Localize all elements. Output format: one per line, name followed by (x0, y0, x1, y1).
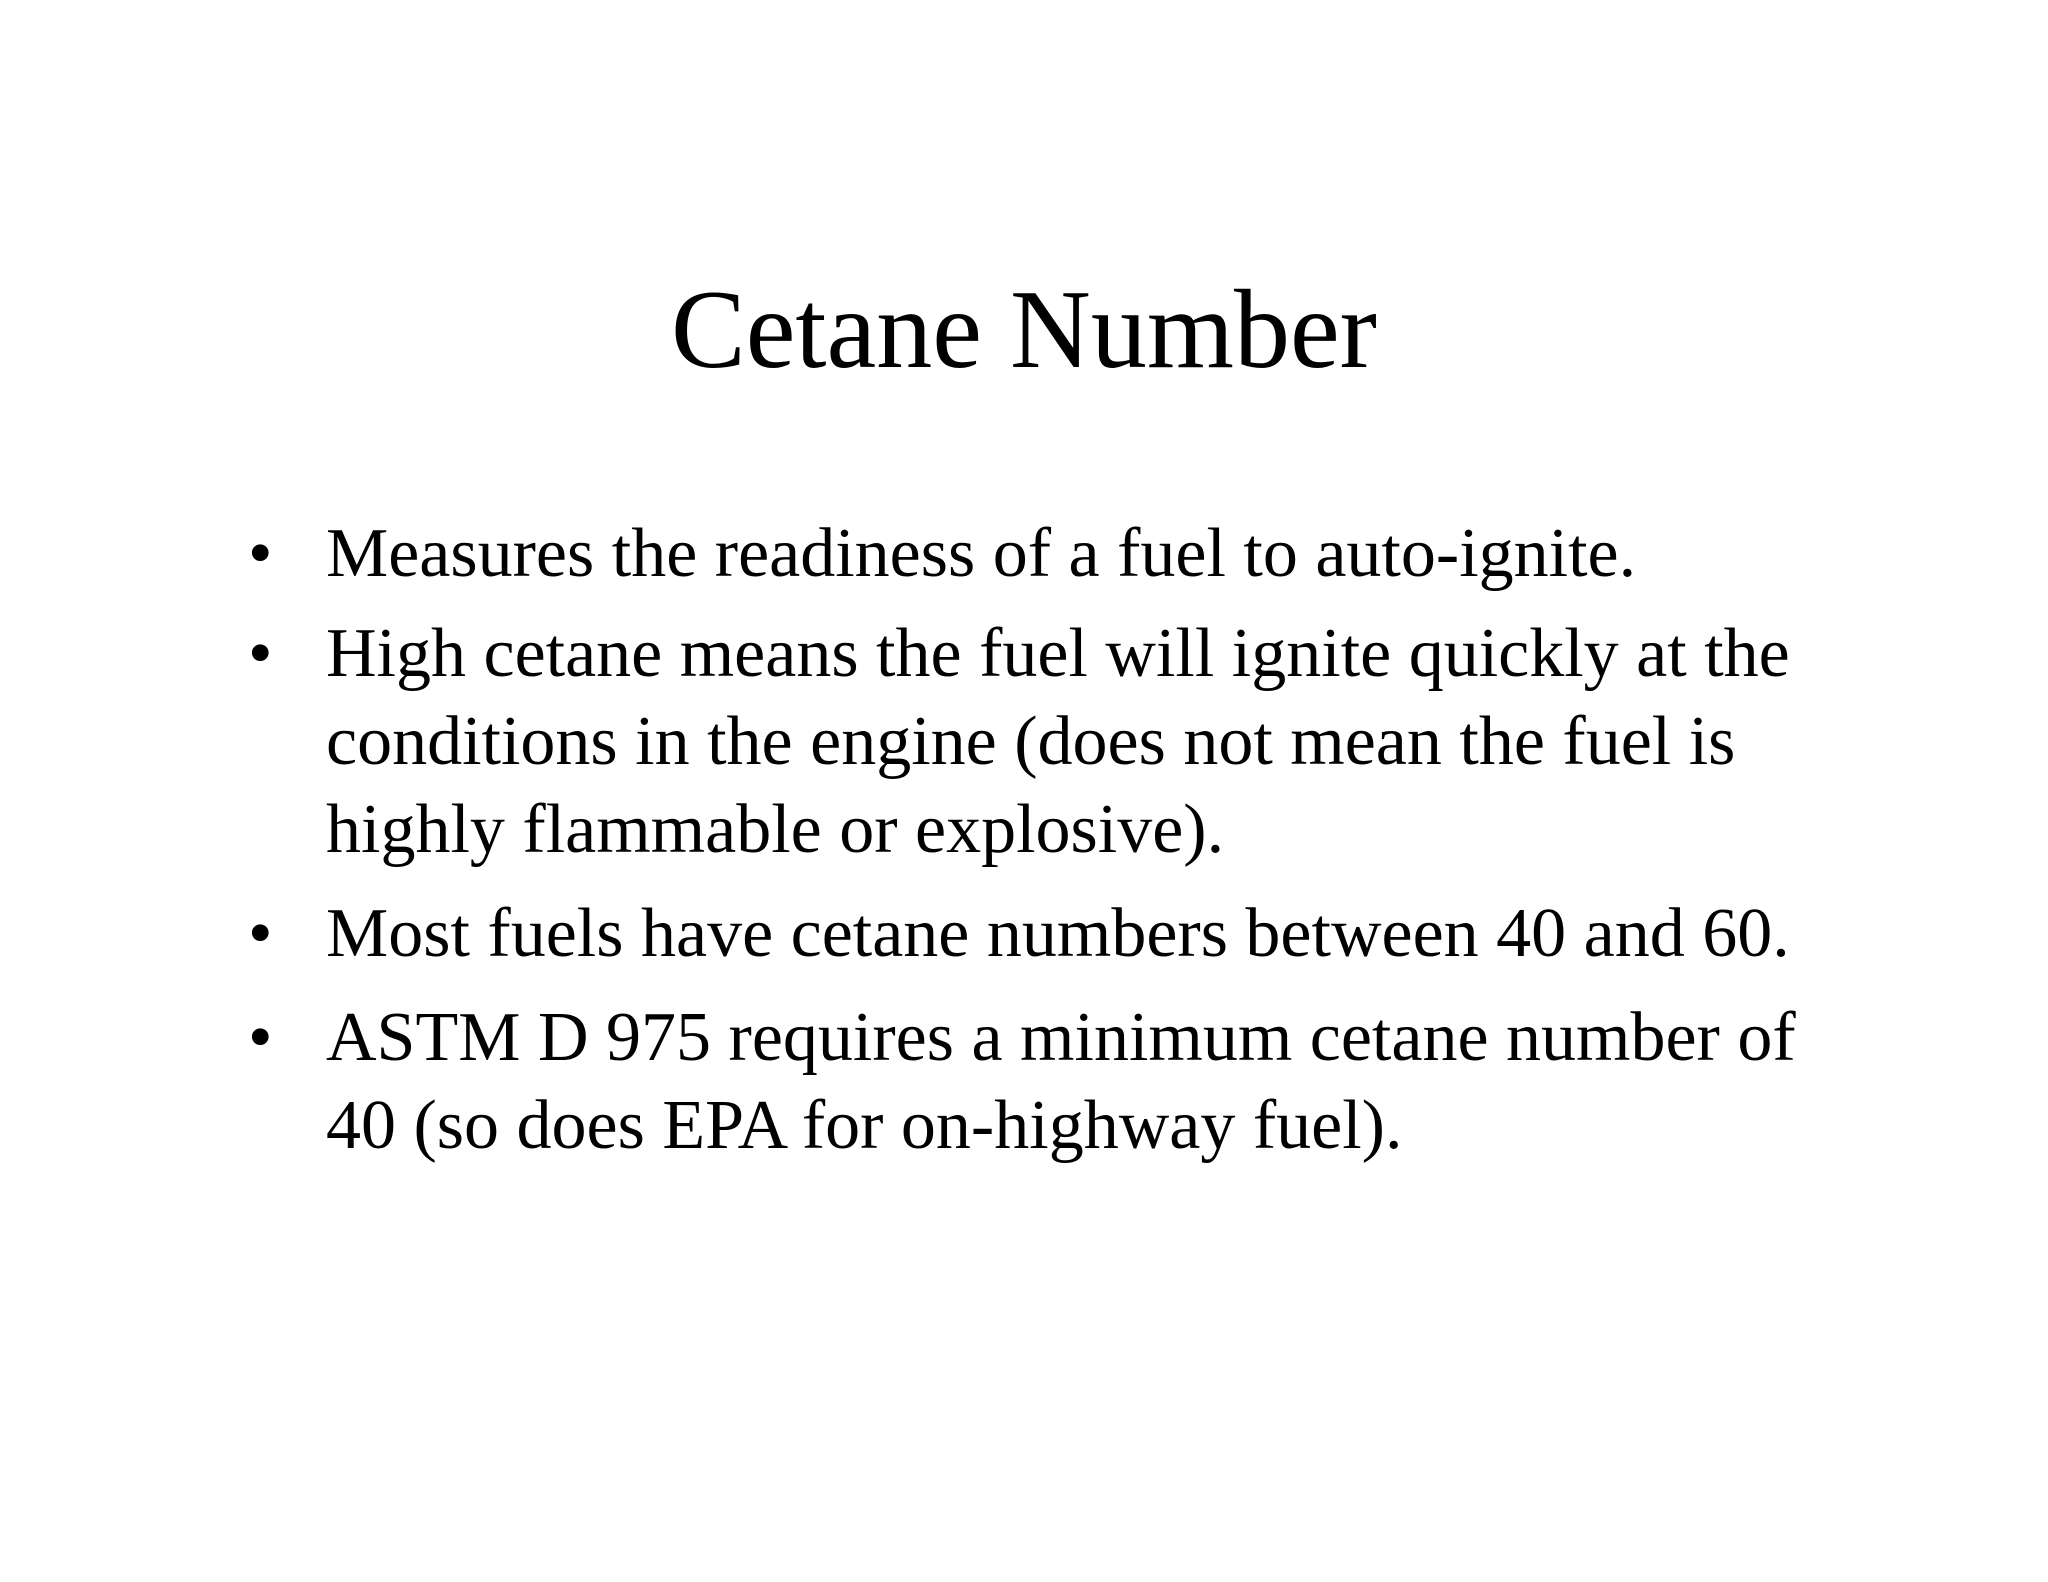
bullet-list (248, 510, 1828, 1182)
bullet-item (248, 890, 1828, 978)
bullet-item (248, 610, 1828, 874)
bullet-marker: • (248, 615, 273, 692)
bullet-item (248, 994, 1828, 1170)
bullet-text: High cetane means the fuel will ignite quickly at the conditions in the engine (does not mean the fuel is highly flammable or explosive). (326, 615, 1790, 868)
bullet-marker: • (248, 895, 273, 972)
bullet-text: Measures the readiness of a fuel to auto-ignite. (326, 515, 1637, 592)
bullet-text: Most fuels have cetane numbers between 40 and 60. (326, 895, 1790, 972)
bullet-marker: • (248, 999, 273, 1076)
slide-title: Cetane Number (671, 268, 1377, 392)
bullet-text: ASTM D 975 requires a minimum cetane number of 40 (so does EPA for on-highway fuel). (326, 999, 1796, 1164)
bullet-marker: • (248, 515, 273, 592)
bullet-item (248, 510, 1828, 598)
